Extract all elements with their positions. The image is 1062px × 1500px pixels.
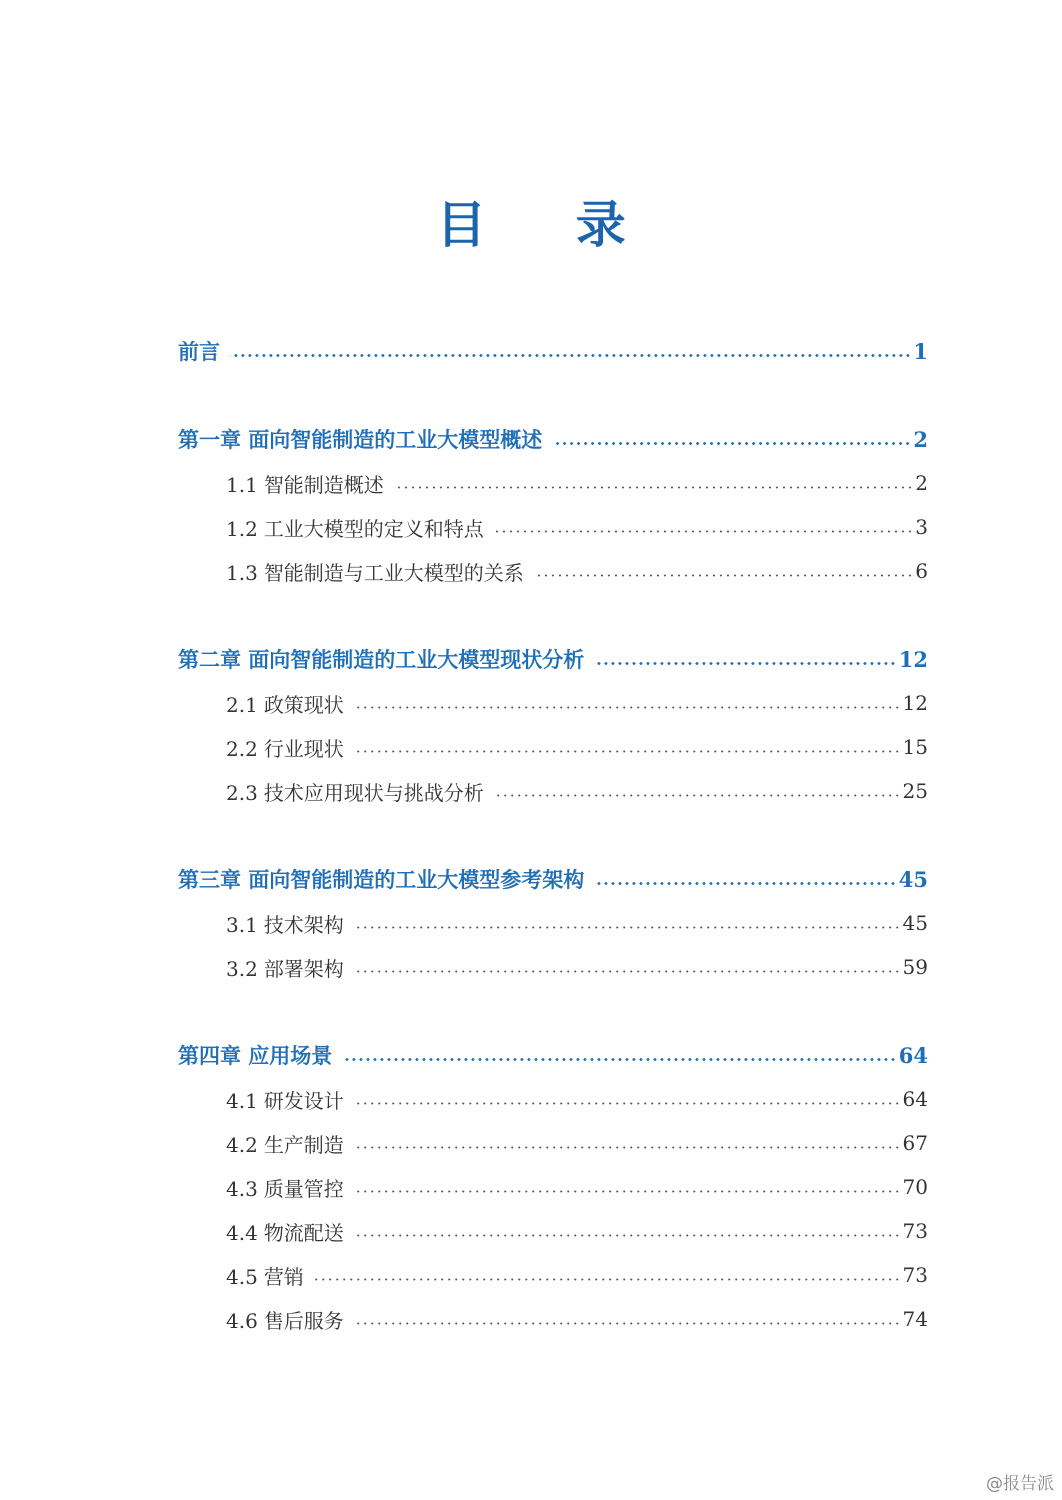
- toc-chapter-1[interactable]: [178, 423, 928, 455]
- toc-section-4-1[interactable]: [226, 1083, 928, 1115]
- toc-section-1-1[interactable]: [226, 467, 928, 499]
- toc-section-page: 70: [902, 1175, 928, 1199]
- toc-section-page: 45: [902, 911, 928, 935]
- toc-section-title: 政策现状: [263, 692, 344, 717]
- toc-section-2-2[interactable]: [226, 731, 928, 763]
- dot-leader: [354, 1234, 901, 1237]
- toc-section-number: 4.5: [226, 1264, 258, 1289]
- toc-chapter-page: 12: [898, 646, 928, 672]
- toc-section-number: 2.3: [226, 780, 258, 805]
- toc-section-number: 3.1: [226, 912, 258, 937]
- toc-section-page: 67: [902, 1131, 928, 1155]
- toc-section-number: 4.4: [226, 1220, 258, 1245]
- toc-section-page: 73: [902, 1263, 928, 1287]
- dot-leader: [494, 530, 913, 533]
- toc-section-title: 质量管控: [263, 1176, 344, 1201]
- toc-section-page: 74: [902, 1307, 928, 1331]
- toc-section-title: 营销: [263, 1264, 304, 1289]
- toc-section-label: [226, 909, 354, 938]
- toc-section-1-2[interactable]: [226, 511, 928, 543]
- dot-leader: [494, 794, 901, 797]
- toc-section-number: 1.1: [226, 472, 258, 497]
- toc-chapter-page: 2: [913, 426, 928, 452]
- toc-section-number: 2.1: [226, 692, 258, 717]
- toc-section-4-3[interactable]: [226, 1171, 928, 1203]
- toc-section-label: [226, 1261, 314, 1290]
- toc-section-page: 2: [915, 471, 928, 495]
- dot-leader: [354, 926, 901, 929]
- dot-leader: [354, 750, 901, 753]
- toc-chapter-3[interactable]: [178, 863, 928, 895]
- toc-section-page: 15: [902, 735, 928, 759]
- toc-section-title: 技术架构: [263, 912, 344, 937]
- toc-section-page: 73: [902, 1219, 928, 1243]
- dot-leader: [354, 1322, 901, 1325]
- dot-leader: [394, 486, 913, 489]
- dot-leader: [354, 1146, 901, 1149]
- toc-chapter-4[interactable]: [178, 1039, 928, 1071]
- toc-section-title: 智能制造与工业大模型的关系: [263, 560, 524, 585]
- toc-section-label: [226, 1085, 354, 1114]
- toc-section-number: 4.3: [226, 1176, 258, 1201]
- watermark: @报告派: [986, 1474, 1054, 1494]
- toc-chapter-label: 第三章 面向智能制造的工业大模型参考架构: [178, 868, 585, 892]
- toc-section-label: [226, 1129, 354, 1158]
- toc-section-title: 生产制造: [263, 1132, 344, 1157]
- toc-section-page: 59: [902, 955, 928, 979]
- dot-leader: [354, 1102, 901, 1105]
- toc-section-title: 研发设计: [263, 1088, 344, 1113]
- toc-chapter-page: 64: [898, 1042, 928, 1068]
- toc-section-number: 4.1: [226, 1088, 258, 1113]
- toc-section-page: 3: [915, 515, 928, 539]
- toc-section-number: 1.3: [226, 560, 258, 585]
- toc-section-label: [226, 777, 494, 806]
- toc-section-page: 6: [915, 559, 928, 583]
- toc-chapter-2[interactable]: [178, 643, 928, 675]
- toc-section-title: 部署架构: [263, 956, 344, 981]
- toc-preface[interactable]: [178, 335, 928, 367]
- dot-leader: [552, 442, 911, 445]
- dot-leader: [594, 882, 896, 885]
- toc-section-1-3[interactable]: [226, 555, 928, 587]
- page-title: 目 录: [436, 195, 662, 254]
- toc-section-4-2[interactable]: [226, 1127, 928, 1159]
- dot-leader: [354, 706, 901, 709]
- toc-section-title: 售后服务: [263, 1308, 344, 1333]
- toc-section-2-3[interactable]: [226, 775, 928, 807]
- toc-section-number: 4.2: [226, 1132, 258, 1157]
- toc-section-number: 1.2: [226, 516, 258, 541]
- toc-chapter-label: 第二章 面向智能制造的工业大模型现状分析: [178, 648, 585, 672]
- toc-section-label: [226, 689, 354, 718]
- toc-section-title: 物流配送: [263, 1220, 344, 1245]
- toc-section-label: [226, 513, 494, 542]
- toc-section-label: [226, 1173, 354, 1202]
- dot-leader: [230, 354, 911, 357]
- dot-leader: [594, 662, 896, 665]
- toc-section-2-1[interactable]: [226, 687, 928, 719]
- toc-section-title: 工业大模型的定义和特点: [263, 516, 484, 541]
- toc-section-label: [226, 1217, 354, 1246]
- toc-chapter-page: 45: [898, 866, 928, 892]
- dot-leader: [354, 1190, 901, 1193]
- toc-chapter-label: 第四章 应用场景: [178, 1044, 333, 1068]
- toc-section-label: [226, 557, 534, 586]
- dot-leader: [354, 970, 901, 973]
- toc-section-page: 12: [902, 691, 928, 715]
- toc-section-title: 行业现状: [263, 736, 344, 761]
- toc-section-4-4[interactable]: [226, 1215, 928, 1247]
- toc-section-label: [226, 469, 394, 498]
- toc-section-3-1[interactable]: [226, 907, 928, 939]
- toc-section-4-5[interactable]: [226, 1259, 928, 1291]
- toc-section-label: [226, 733, 354, 762]
- toc-section-label: [226, 953, 354, 982]
- toc-section-title: 智能制造概述: [263, 472, 384, 497]
- toc-section-page: 64: [902, 1087, 928, 1111]
- dot-leader: [314, 1278, 901, 1281]
- toc-preface-label: 前言: [178, 340, 220, 364]
- toc-section-number: 2.2: [226, 736, 258, 761]
- dot-leader: [534, 574, 913, 577]
- toc-chapter-label: 第一章 面向智能制造的工业大模型概述: [178, 428, 543, 452]
- toc-section-title: 技术应用现状与挑战分析: [263, 780, 484, 805]
- toc-preface-page: 1: [913, 338, 928, 364]
- toc-section-page: 25: [902, 779, 928, 803]
- toc-section-3-2[interactable]: [226, 951, 928, 983]
- dot-leader: [342, 1058, 896, 1061]
- toc-section-number: 3.2: [226, 956, 258, 981]
- toc-section-4-6[interactable]: [226, 1303, 928, 1335]
- toc-section-label: [226, 1305, 354, 1334]
- toc-section-number: 4.6: [226, 1308, 258, 1333]
